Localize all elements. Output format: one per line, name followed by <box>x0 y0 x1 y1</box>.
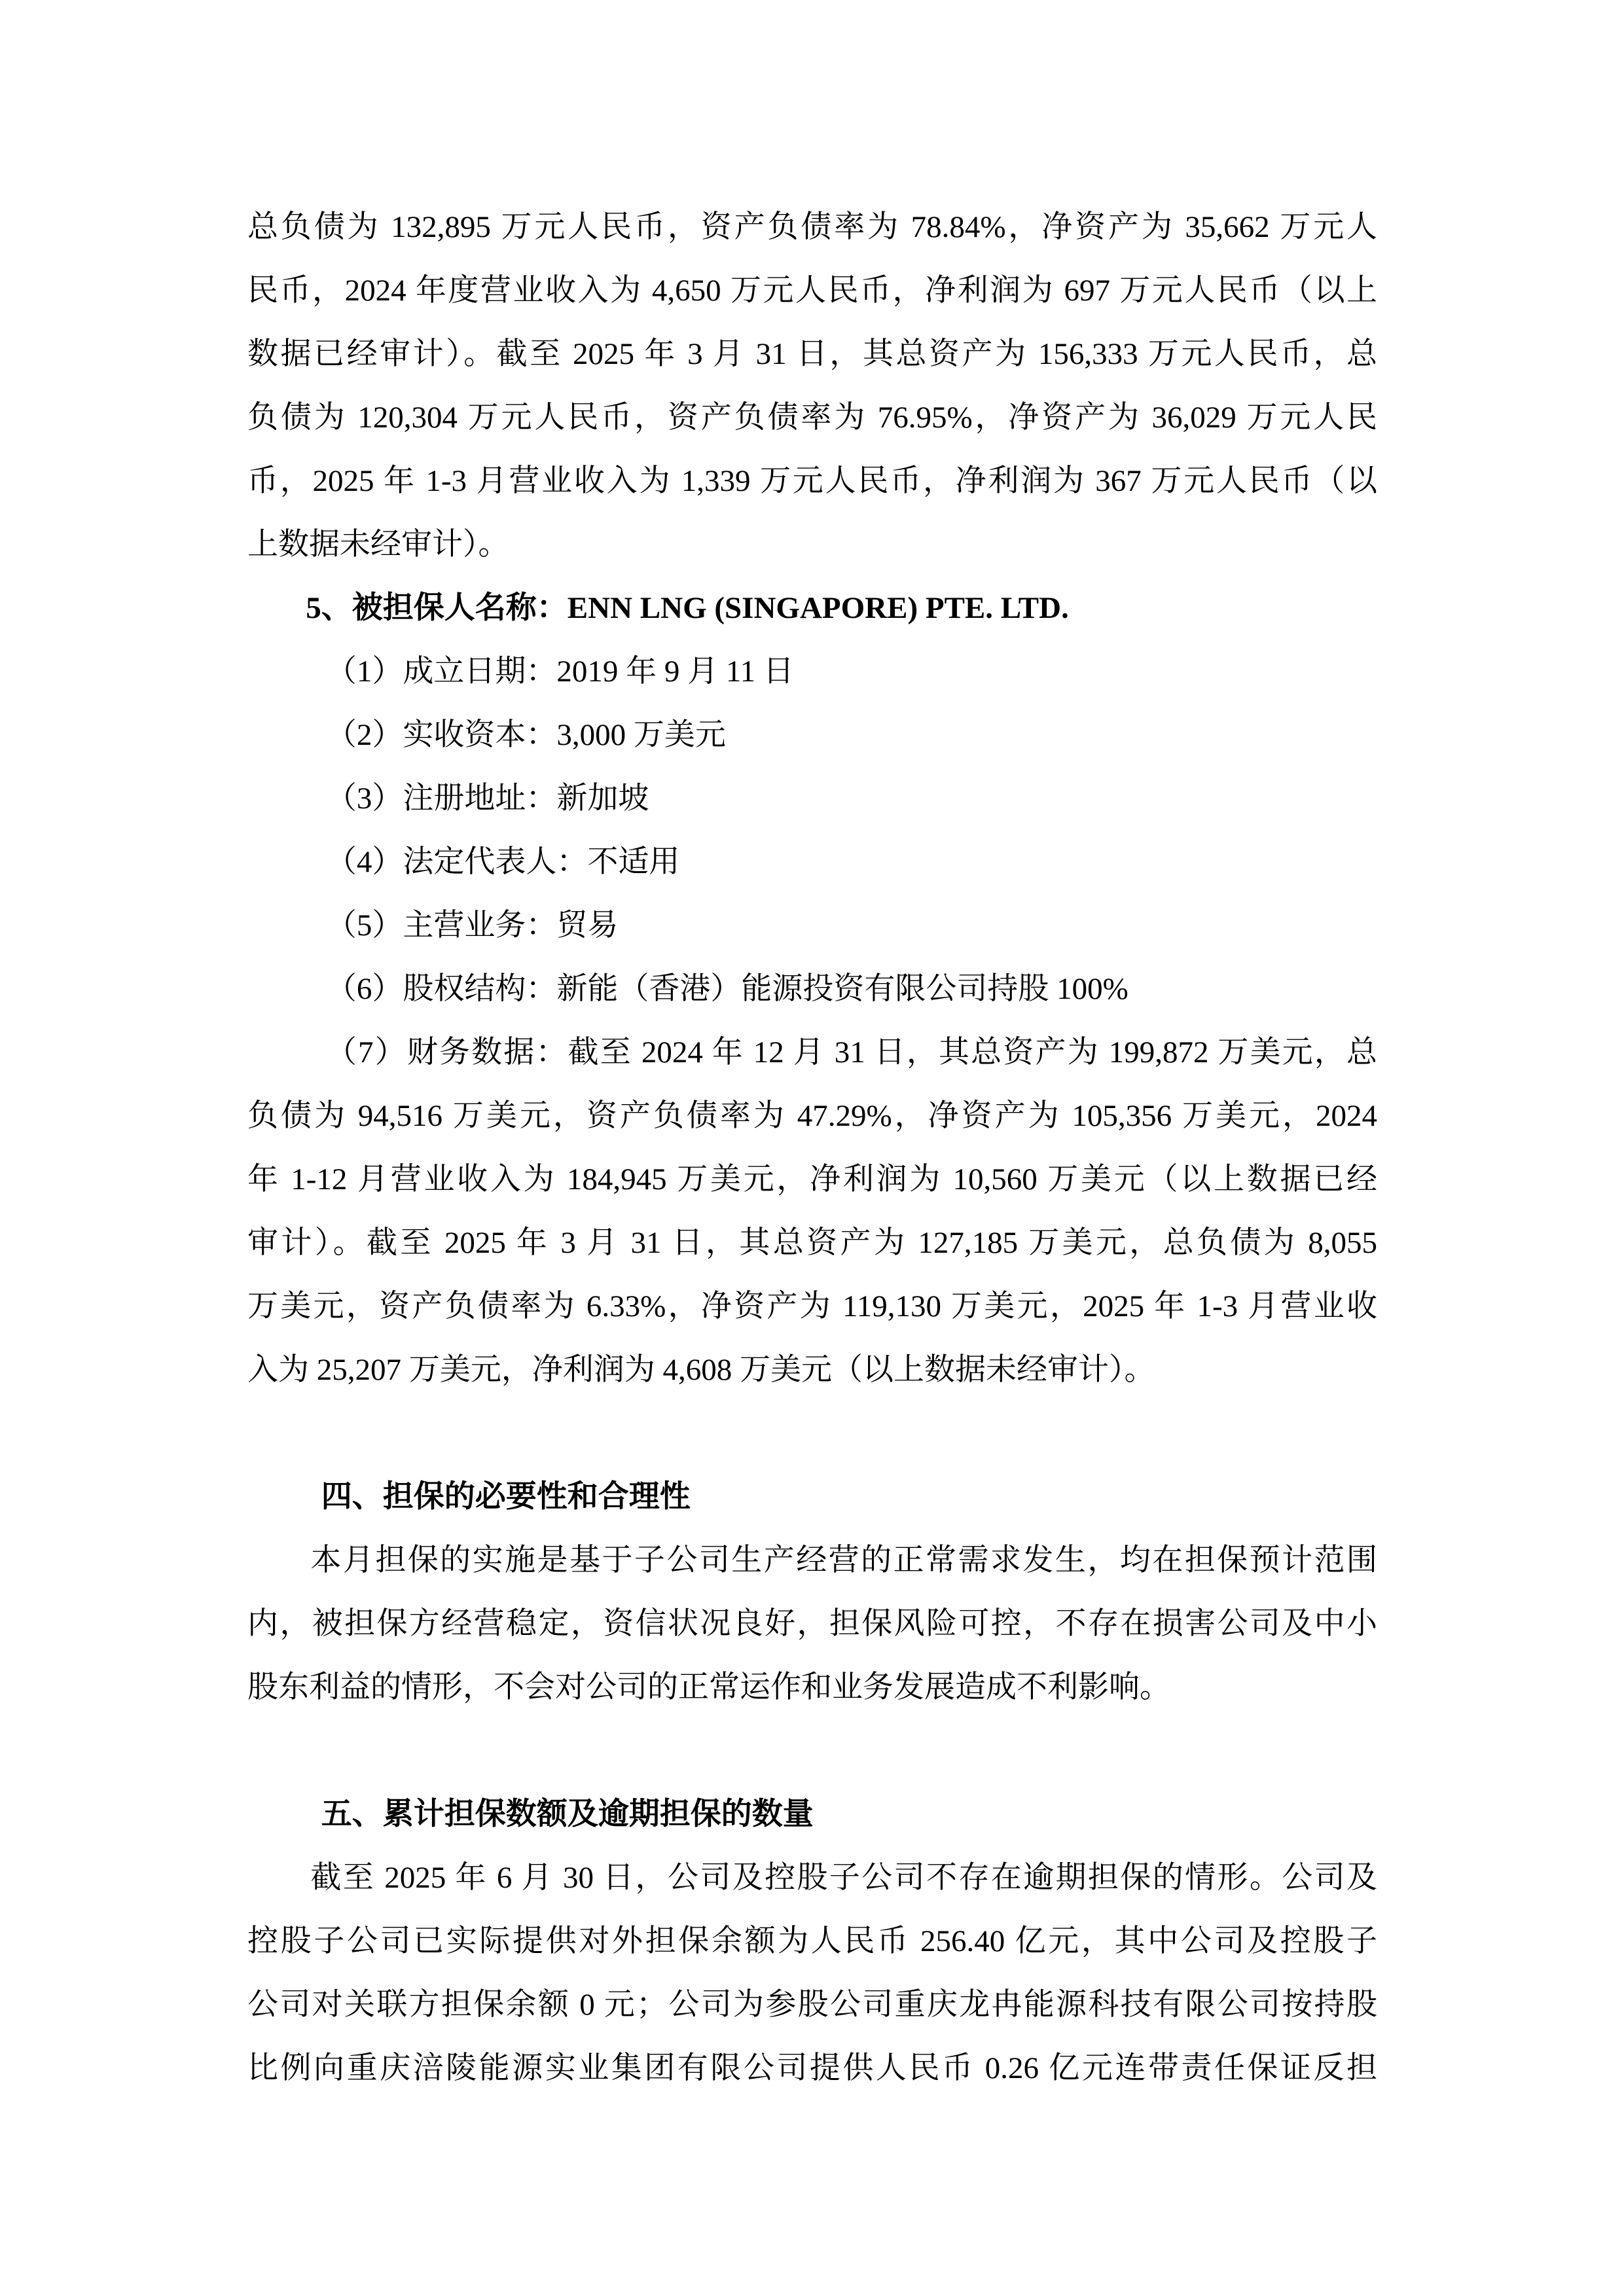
section-five-paragraph <box>247 1846 1377 2100</box>
detail-item-legal-representative: （4）法定代表人：不适用 <box>325 845 680 879</box>
text-line: 审计）。截至 2025 年 3 月 31 日，其总资产为 127,185 万美元，总负债为 8,055 <box>247 1226 1377 1260</box>
detail-item-main-business: （5）主营业务：贸易 <box>325 908 619 942</box>
text-line: 负债为 120,304 万元人民币，资产负债率为 76.95%，净资产为 36,029 万元人民 <box>247 401 1377 435</box>
text-line: 负债为 94,516 万美元，资产负债率为 47.29%，净资产为 105,356 万美元，2024 <box>247 1099 1377 1133</box>
document-content <box>247 196 1377 2100</box>
text-line: 上数据未经审计）。 <box>247 528 509 562</box>
guaranteed-party-heading: 5、被担保人名称：ENN LNG (SINGAPORE) PTE. LTD. <box>306 591 1069 625</box>
text-line: 民币，2024 年度营业收入为 4,650 万元人民币，净利润为 697 万元人民币（以上 <box>247 274 1377 308</box>
detail-item-paid-in-capital: （2）实收资本：3,000 万美元 <box>325 718 726 752</box>
text-line: 比例向重庆涪陵能源实业集团有限公司提供人民币 0.26 亿元连带责任保证反担 <box>247 2051 1377 2085</box>
text-line: 总负债为 132,895 万元人民币，资产负债率为 78.84%，净资产为 35,662 万元人 <box>247 210 1377 244</box>
financial-data-paragraph <box>247 1021 1377 1402</box>
text-line: 万美元，资产负债率为 6.33%，净资产为 119,130 万美元，2025 年 1-3 月营业收 <box>247 1289 1377 1323</box>
section-five-heading: 五、累计担保数额及逾期担保的数量 <box>321 1797 814 1831</box>
text-line: 币，2025 年 1-3 月营业收入为 1,339 万元人民币，净利润为 367 万元人民币（以 <box>247 464 1377 498</box>
text-line: 本月担保的实施是基于子公司生产经营的正常需求发生，均在担保预计范围 <box>310 1543 1377 1577</box>
detail-item-establish-date: （1）成立日期：2019 年 9 月 11 日 <box>325 655 794 689</box>
guaranteed-party-details <box>247 640 1377 1021</box>
text-line: 内，被担保方经营稳定，资信状况良好，担保风险可控，不存在损害公司及中小 <box>247 1607 1377 1641</box>
text-line: 入为 25,207 万美元，净利润为 4,608 万美元（以上数据未经审计）。 <box>247 1353 1155 1387</box>
text-line: 股东利益的情形，不会对公司的正常运作和业务发展造成不利影响。 <box>247 1670 1170 1704</box>
text-line: 公司对关联方担保余额 0 元；公司为参股公司重庆龙冉能源科技有限公司按持股 <box>247 1988 1377 2022</box>
detail-item-registered-address: （3）注册地址：新加坡 <box>325 781 649 816</box>
text-line: 年 1-12 月营业收入为 184,945 万美元，净利润为 10,560 万美元（以上数据已经 <box>247 1162 1377 1196</box>
text-line: 数据已经审计）。截至 2025 年 3 月 31 日，其总资产为 156,333 万元人民币，总 <box>247 337 1377 371</box>
carryover-paragraph <box>247 196 1377 577</box>
section-four-paragraph <box>247 1529 1377 1719</box>
detail-item-equity-structure: （6）股权结构：新能（香港）能源投资有限公司持股 100% <box>325 972 1128 1006</box>
text-line: 控股子公司已实际提供对外担保余额为人民币 256.40 亿元，其中公司及控股子 <box>247 1924 1377 1958</box>
text-line: （7）财务数据：截至 2024 年 12 月 31 日，其总资产为 199,872 万美元，总 <box>325 1035 1377 1069</box>
text-line: 截至 2025 年 6 月 30 日，公司及控股子公司不存在逾期担保的情形。公司及 <box>310 1861 1377 1895</box>
section-four-heading: 四、担保的必要性和合理性 <box>321 1480 691 1514</box>
